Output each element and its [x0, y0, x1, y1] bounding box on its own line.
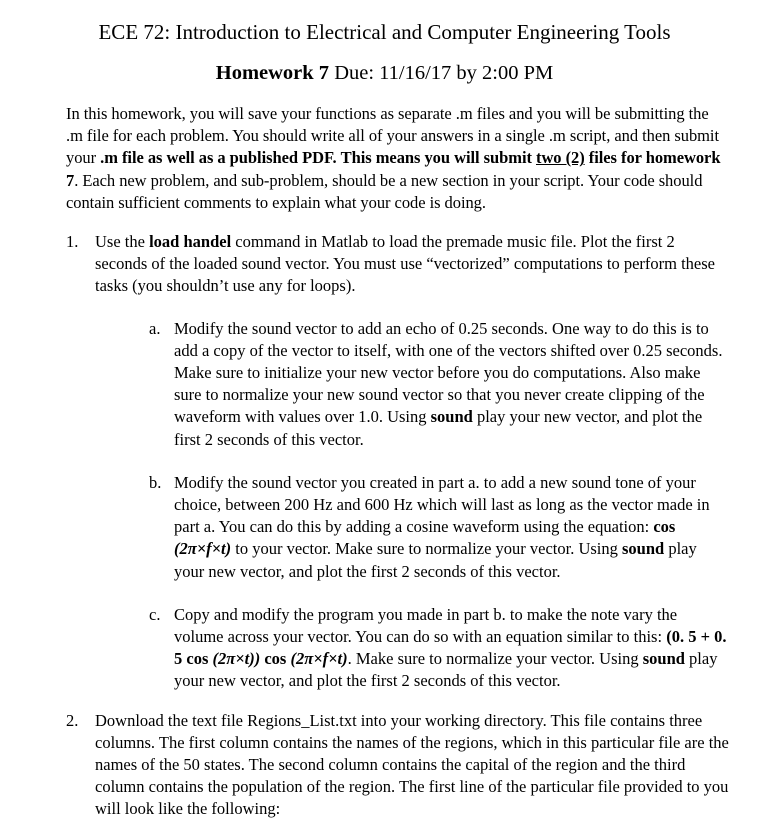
equation-arg: (2π×t)) [208, 649, 265, 669]
equation-fn: cos [653, 517, 676, 537]
subpart-command: sound [642, 649, 685, 669]
equation-arg: (2π×f×t) [174, 539, 232, 559]
subpart-text-mid: . Make sure to normalize your vector. Using [347, 649, 643, 669]
intro-bold-submit-tail: files for homework 7 [66, 148, 721, 190]
problem-list [66, 231, 729, 821]
subpart-list [95, 318, 729, 693]
problem-number: 1. [66, 232, 79, 252]
subpart-command: sound [430, 407, 473, 427]
equation-fn: cos [186, 649, 209, 669]
subpart-b [124, 472, 729, 583]
homework-label: Homework 7 [215, 62, 330, 84]
subpart-text: Modify the sound vector you created in part a. to add a new sound tone of your choice, between 200 Hz and 600 Hz which will last as long as the vector made in part a. You can do this by adding a cosine waveform using the equation: [174, 472, 710, 537]
intro-bold-submit-text: This means you will submit [340, 148, 536, 168]
subpart-text-tail: play your new vector, and plot the first 2 seconds of this vector. [174, 539, 697, 581]
subpart-c [124, 604, 729, 693]
homework-title [40, 45, 729, 86]
problem-1 [66, 231, 729, 693]
problem-text: Use the [95, 232, 150, 252]
problem-number: 2. [66, 710, 79, 730]
subpart-letter: b. [149, 472, 162, 492]
subpart-text-mid: to your vector. Make sure to normalize your vector. Using [231, 539, 623, 559]
subpart-text-tail: play your new vector, and plot the first 2 seconds of this vector. [174, 407, 703, 449]
subpart-text: Modify the sound vector to add an echo of 0.25 seconds. One way to do this is to add a copy of the vector to itself, with one of the vectors shifted over 0.25 seconds. Make sure to initialize your new vector before you do computations. Also make sure to normalize your new sound vector so that you never create clipping of the waveform with values over 1.0. Using [174, 318, 723, 427]
equation-fn: cos [264, 649, 287, 669]
course-title: ECE 72: Introduction to Electrical and Computer Engineering Tools [98, 20, 671, 44]
problem-command: load handel [149, 232, 232, 252]
subpart-a [124, 318, 729, 451]
problem-text: Download the text file Regions_List.txt into your working directory. This file contains three columns. The first column contains the names of the regions, which in this particular file are the names of the 50 states. The second column contains the capital of the region and the third column contains the population of the region. The first line of the particular file provided to you will look like the following: [95, 710, 729, 819]
equation-arg: (2π×f×t) [286, 649, 348, 669]
intro-bold-files: .m file as well as a published PDF. [100, 148, 337, 168]
subpart-text-tail: play your new vector, and plot the first 2 seconds of this vector. [174, 649, 718, 691]
subpart-text: Copy and modify the program you made in part b. to make the note vary the volume across your vector. You can do so with an equation similar to this: [174, 604, 678, 647]
problem-2 [66, 710, 729, 821]
subpart-command: sound [622, 539, 665, 559]
due-date: Due: 11/16/17 by 2:00 PM [334, 62, 554, 84]
intro-paragraph [66, 103, 729, 214]
intro-two-files: two (2) [536, 148, 585, 168]
problem-text-tail: command in Matlab to load the premade music file. Plot the first 2 seconds of the loaded sound vector. You must use “vectorized” computations to perform these tasks (you shouldn’t use any for loops). [95, 232, 715, 296]
equation-part: (0. 5 + 0. 5 [174, 627, 727, 669]
intro-text: In this homework, you will save your functions as separate .m files and you will be submitting the .m file for each problem. You should write all of your answers in a single .m script, and then submit your [66, 104, 720, 168]
subpart-letter: a. [149, 318, 161, 338]
subpart-letter: c. [149, 604, 161, 624]
intro-text-tail: . Each new problem, and sub-problem, should be a new section in your script. Your code should contain sufficient comments to explain what your code is doing. [66, 170, 703, 212]
